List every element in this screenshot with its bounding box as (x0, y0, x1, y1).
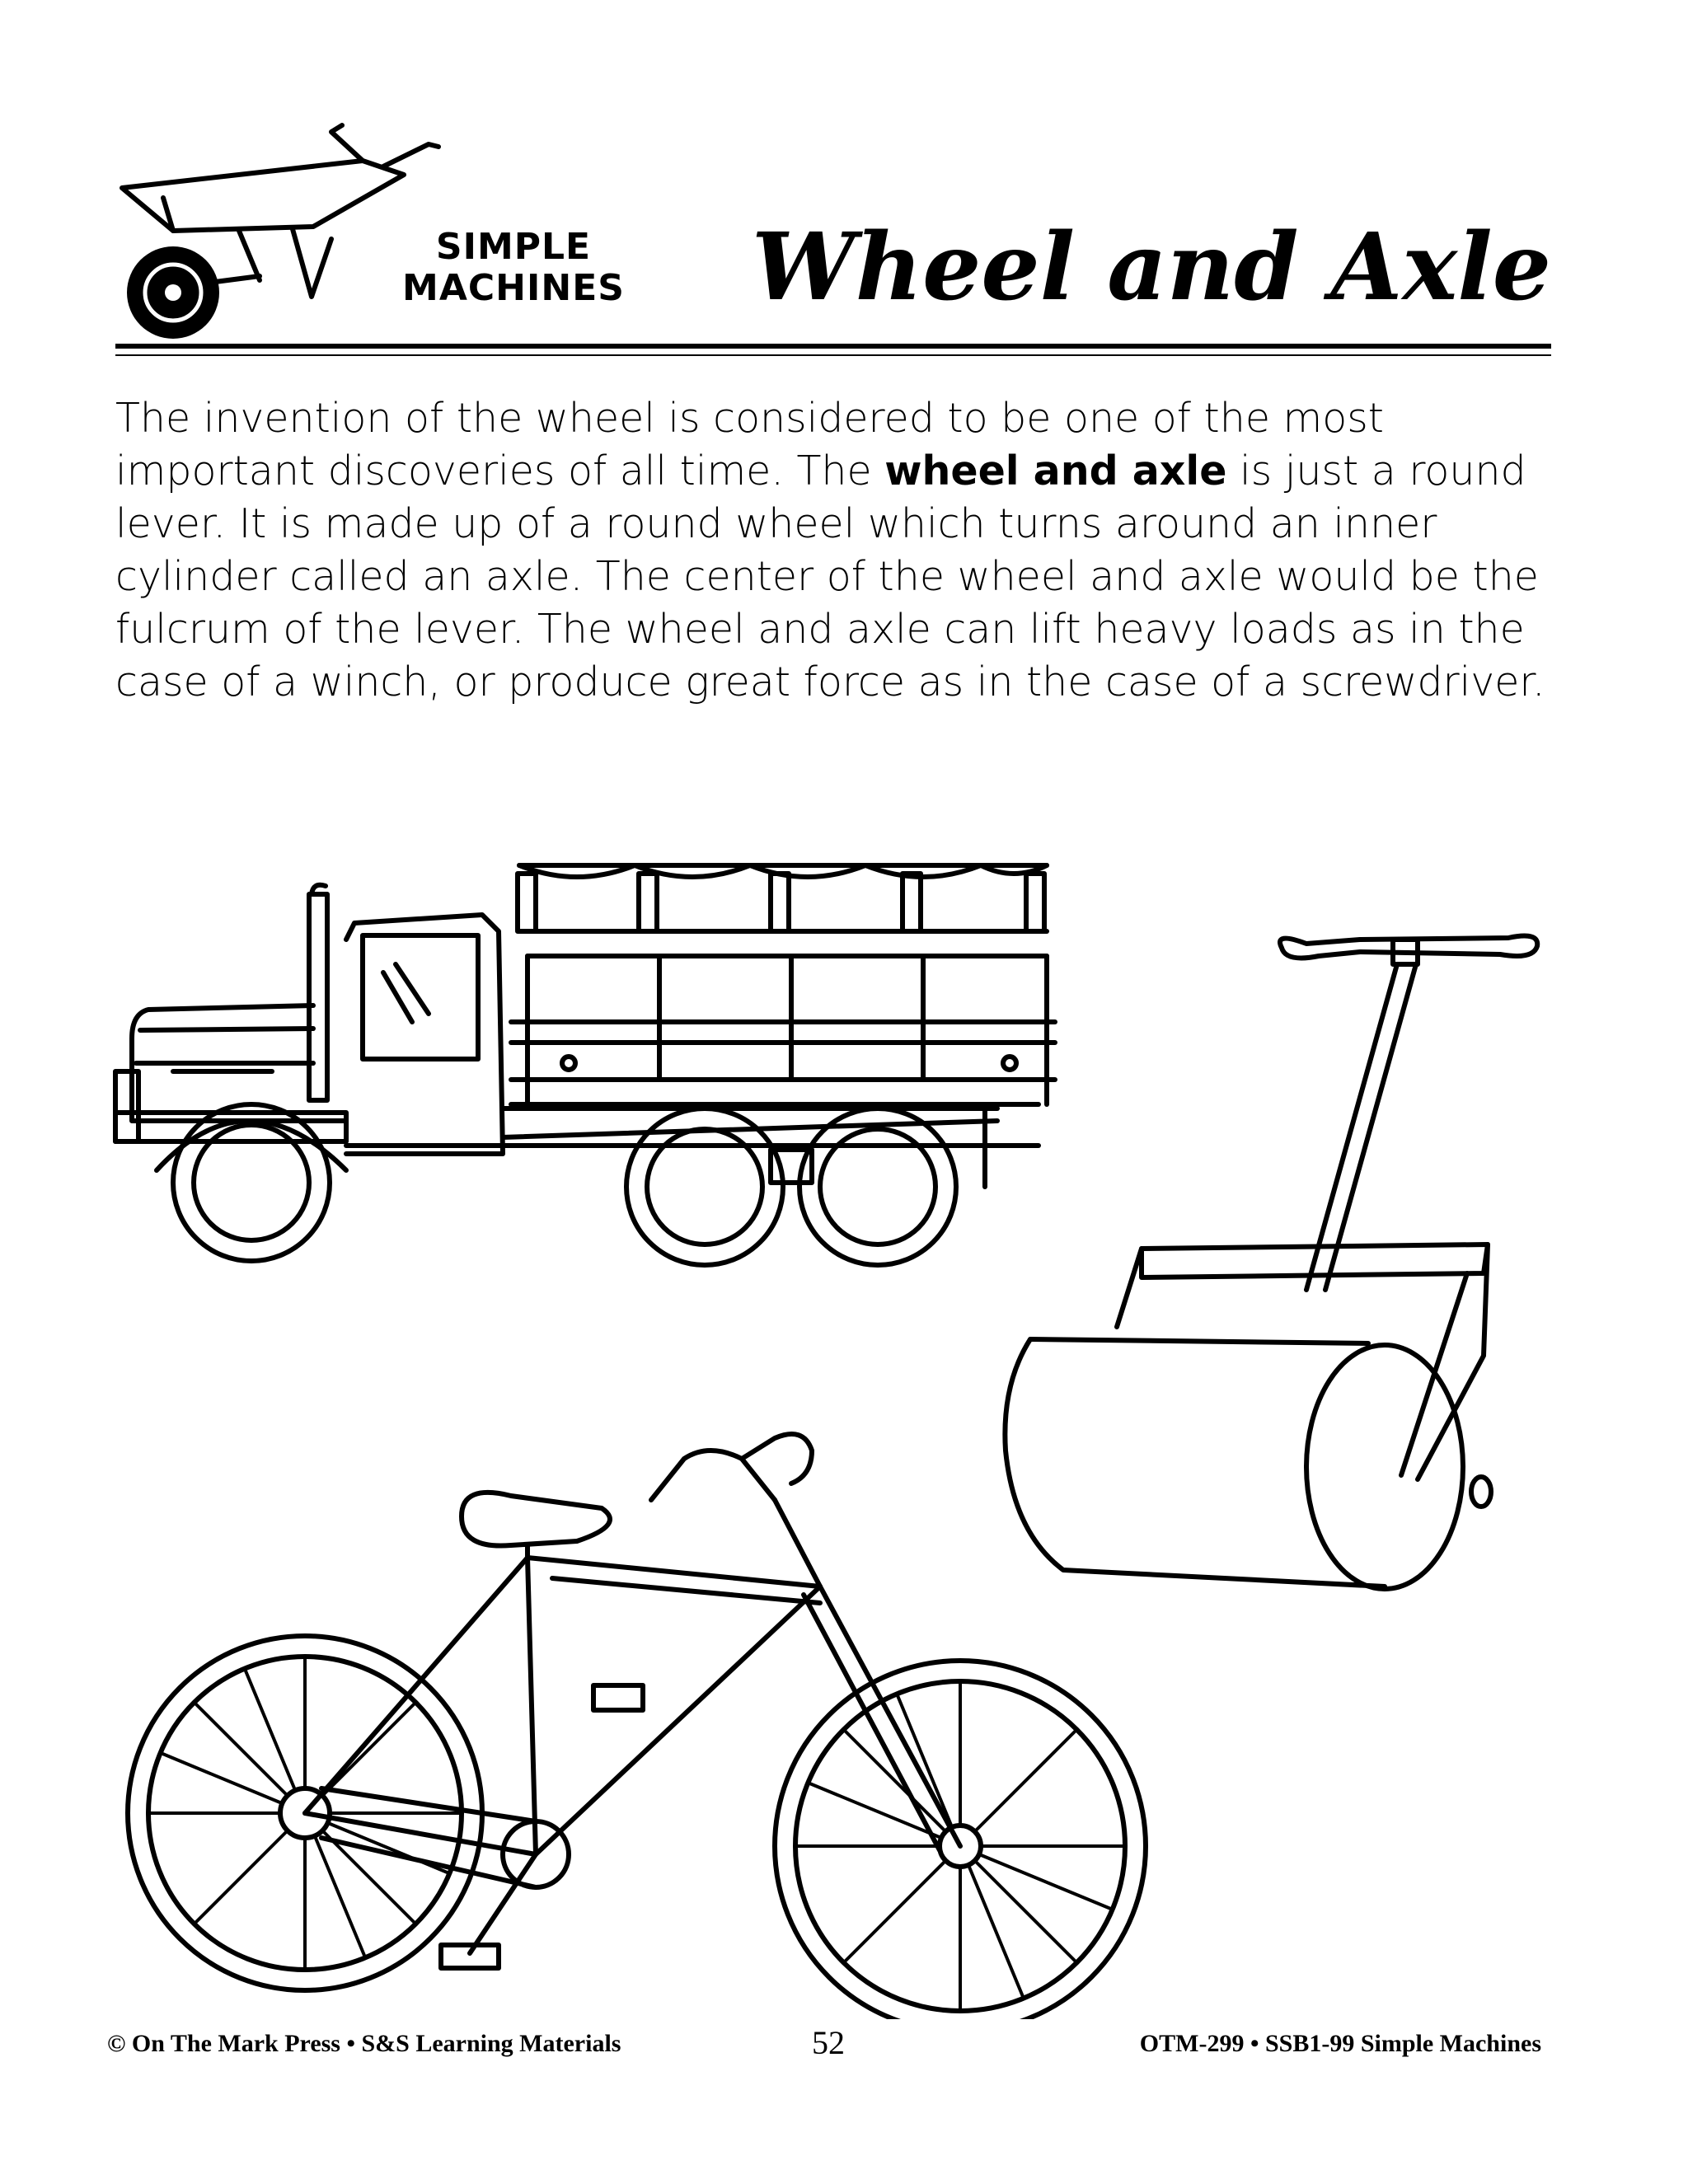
footer-code: OTM-299 • SSB1-99 Simple Machines (1139, 2030, 1541, 2057)
truck-illustration (115, 865, 1055, 1265)
series-line-2: MACHINES (402, 267, 625, 309)
intro-bold-term: wheel and axle (884, 448, 1227, 494)
footer-publisher: © On The Mark Press • S&S Learning Materials (107, 2030, 621, 2057)
series-line-1: SIMPLE (435, 226, 592, 268)
intro-text-2: is just a round lever. It is made up of a round wheel which turns around an inner cylinder called an axle. The center of the wheel and axle would be the fulcrum of the lever. The wheel and axle can lift heavy loads as in the case of a winch, or produce great force as in the case of a screwdriver. (115, 448, 1545, 705)
intro-text-1: The invention of the wheel is considered to be one of the most important discoveries of all time. The (115, 395, 1385, 494)
page-title: Wheel and Axle (751, 213, 1551, 321)
page-footer (0, 2023, 1688, 2064)
page-number: 52 (812, 2024, 845, 2061)
bicycle-illustration (128, 1434, 1146, 2019)
lawn-roller-illustration (1005, 936, 1537, 1589)
